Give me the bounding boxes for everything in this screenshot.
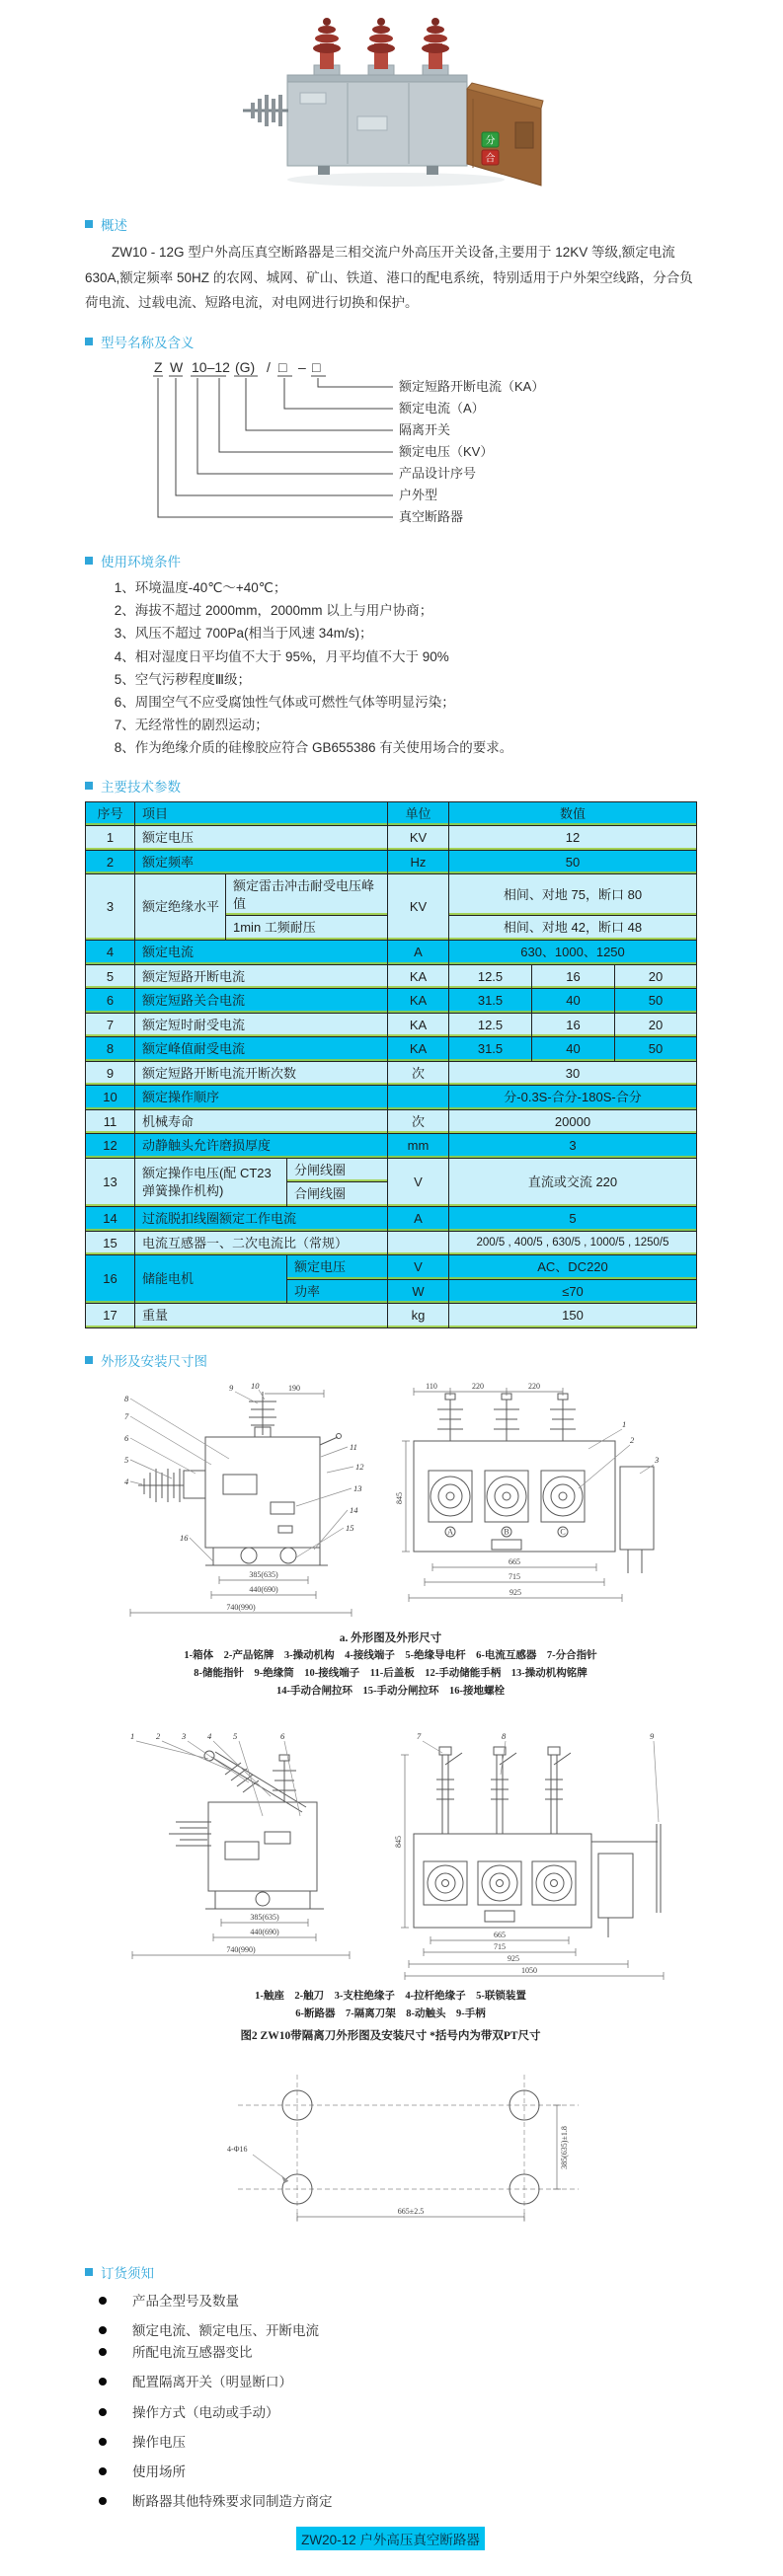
bullet-icon [99, 2408, 107, 2416]
section-title: 外形及安装尺寸图 [101, 1353, 207, 1369]
table-row [86, 1061, 697, 1086]
section-bullet-icon [85, 2268, 93, 2276]
section-title: 概述 [101, 218, 127, 233]
fig1-left-drawing [138, 1392, 342, 1565]
table-row [86, 850, 697, 874]
dim-label: 925 [509, 1587, 521, 1597]
cell-no: 4 [86, 940, 135, 964]
ordering-item-text: 操作电压 [132, 2434, 186, 2450]
cell-item: 额定电压 [135, 826, 388, 851]
cell-no: 12 [86, 1134, 135, 1159]
section-bullet-icon [85, 557, 93, 565]
dim-label: 220 [527, 1381, 540, 1391]
cell-value: 16 [532, 964, 615, 989]
callout-number: 14 [349, 1504, 357, 1515]
cell-unit: W [388, 1279, 449, 1304]
fig2-left-drawing [169, 1751, 324, 1909]
bullet-icon [99, 2438, 107, 2446]
cell-subitem: 1min 工频耐压 [226, 916, 388, 941]
cell-value: 16 [532, 1013, 615, 1037]
bullet-icon [99, 2326, 107, 2334]
dim-label: 925 [507, 1953, 519, 1963]
cell-item: 额定操作顺序 [135, 1086, 388, 1110]
callout-number: 2 [155, 1730, 160, 1741]
table-header-row [86, 801, 697, 826]
fig1-right-callouts [622, 1419, 659, 1465]
ordering-item-text: 断路器其他特殊要求同制造方商定 [132, 2494, 333, 2510]
section-title: 主要技术参数 [101, 779, 181, 795]
cell-unit: KA [388, 1013, 449, 1037]
callout-number: 6 [279, 1730, 284, 1741]
model-connector-lines [158, 378, 393, 517]
fig2-left-dimensions [132, 1913, 350, 1959]
cell-item: 电流互感器一、二次电流比（常规） [135, 1231, 388, 1255]
cell-unit: KA [388, 1037, 449, 1062]
table-row [86, 1086, 697, 1110]
cell-value: 5 [449, 1206, 697, 1231]
fig2-left-callouts [130, 1731, 285, 1741]
cell-unit: A [388, 940, 449, 964]
ordering-item [99, 2373, 696, 2392]
cell-value: 40 [532, 989, 615, 1014]
section-parameters [85, 776, 696, 796]
figure-mounting-holes-image [184, 2061, 598, 2236]
table-row [86, 1013, 697, 1037]
dim-label: 385(635) [249, 1912, 279, 1922]
model-token: – [298, 358, 306, 375]
fig3-holes [282, 2090, 539, 2204]
table-row [86, 1255, 697, 1280]
callout-number: 13 [352, 1482, 361, 1493]
photo-breaker-body [243, 18, 543, 187]
cell-no: 7 [86, 1013, 135, 1037]
figure2-caption: 图2 ZW10带隔离刀外形图及安装尺寸 *括号内为带双PT尺寸 [240, 2029, 541, 2042]
cell-value: 200/5 , 400/5 , 630/5 , 1000/5 , 1250/5 [449, 1231, 697, 1255]
cell-value: ≤70 [449, 1279, 697, 1304]
callout-number: 3 [181, 1730, 186, 1741]
cell-no: 16 [86, 1255, 135, 1304]
product-photo [85, 6, 696, 198]
model-label: 户外型 [399, 487, 438, 502]
cell-value: 31.5 [449, 989, 532, 1014]
dim-label: 220 [471, 1381, 484, 1391]
callout-number: 15 [345, 1522, 353, 1533]
cell-value: 12.5 [449, 1013, 532, 1037]
cell-value: AC、DC220 [449, 1255, 697, 1280]
table-row [86, 1206, 697, 1231]
bullet-icon [99, 2378, 107, 2386]
callout-number: 3 [654, 1454, 659, 1465]
figure2-legend-line: 6-断路器 7-隔离刀架 8-动触头 9-手柄 [295, 2008, 486, 2020]
callout-number: 6 [123, 1432, 128, 1443]
cell-value: 相间、对地 42，断口 48 [449, 916, 697, 941]
callout-number: 16 [179, 1532, 188, 1543]
cell-item: 额定短路关合电流 [135, 989, 388, 1014]
cell-subitem: 分闸线圈 [287, 1158, 388, 1182]
cell-unit: V [388, 1255, 449, 1280]
cell-subitem: 功率 [287, 1279, 388, 1304]
table-row [86, 940, 697, 964]
table-row [86, 1134, 697, 1159]
dim-label: 385(635) [248, 1569, 278, 1579]
cell-unit: A [388, 1206, 449, 1231]
dim-label: 1050 [520, 1965, 537, 1975]
cell-item: 额定绝缘水平 [135, 874, 226, 941]
ordering-item [99, 2462, 696, 2482]
ordering-item-text: 配置隔离开关（明显断口） [132, 2375, 292, 2390]
dim-label: 665 [508, 1556, 520, 1566]
cell-value: 630、1000、1250 [449, 940, 697, 964]
table-row [86, 1109, 697, 1134]
cell-unit: KA [388, 964, 449, 989]
callout-number: 1 [129, 1730, 134, 1741]
cell-value: 50 [615, 989, 697, 1014]
ordering-item [99, 2492, 696, 2512]
bullet-icon [99, 2348, 107, 2356]
callout-number: 7 [123, 1410, 128, 1421]
cell-no: 11 [86, 1109, 135, 1134]
photo-open-indicator: 分 [485, 135, 495, 147]
section-ordering [85, 2262, 696, 2282]
col-header-item: 项目 [135, 801, 388, 826]
bullet-icon [99, 2467, 107, 2475]
fig2-right-callout-leaders [423, 1741, 659, 1822]
cell-no: 10 [86, 1086, 135, 1110]
cell-item: 过流脱扣线圈额定工作电流 [135, 1206, 388, 1231]
cell-value: 150 [449, 1304, 697, 1328]
env-condition: 6、周围空气不应受腐蚀性气体或可燃性气体等明显污染； [114, 695, 455, 711]
cell-unit: Hz [388, 850, 449, 874]
cell-no: 1 [86, 826, 135, 851]
cell-unit: KV [388, 826, 449, 851]
ordering-item-text: 使用场所 [132, 2464, 186, 2480]
figure-disconnector-image [115, 1725, 667, 1984]
dim-label: 440(690) [249, 1927, 279, 1936]
cell-value: 直流或交流 220 [449, 1158, 697, 1206]
callout-number: 2 [629, 1434, 634, 1445]
callout-number: 12 [354, 1461, 363, 1472]
ordering-item [99, 2403, 696, 2423]
model-designation-diagram [85, 357, 696, 535]
section-bullet-icon [85, 220, 93, 228]
env-condition: 7、无经常性的剧烈运动； [114, 718, 269, 733]
fig1-right-callout-leaders [579, 1429, 654, 1488]
figure-outline-image [115, 1380, 667, 1627]
table-row [86, 874, 697, 916]
fig2-left-callout-leaders [136, 1741, 300, 1816]
cell-value: 40 [532, 1037, 615, 1062]
dim-label: 190 [287, 1383, 300, 1393]
section-bullet-icon [85, 338, 93, 345]
figure1-legend-line: 8-储能指针 9-绝缘筒 10-接线端子 11-后盖板 12-手动储能手柄 13-操动机构铭牌 [194, 1668, 587, 1680]
cell-subitem: 合闸线圈 [287, 1182, 388, 1207]
bullet-icon [99, 2497, 107, 2505]
figure1-caption: a. 外形图及外形尺寸 [339, 1631, 442, 1644]
cell-unit: mm [388, 1134, 449, 1159]
model-label: 真空断路器 [399, 508, 464, 524]
table-row [86, 1037, 697, 1062]
section-bullet-icon [85, 782, 93, 790]
product-photo-image [233, 6, 549, 198]
ordering-item-text: 操作方式（电动或手动） [132, 2404, 279, 2420]
cell-subitem: 额定雷击冲击耐受电压峰值 [226, 874, 388, 916]
cell-item: 储能电机 [135, 1255, 287, 1304]
fig1-left-callouts [124, 1381, 364, 1543]
cell-value: 3 [449, 1134, 697, 1159]
table-row [86, 1231, 697, 1255]
env-condition: 8、作为绝缘介质的硅橡胶应符合 GB655386 有关使用场合的要求。 [114, 740, 513, 756]
col-header-no: 序号 [86, 801, 135, 826]
cell-unit: kg [388, 1304, 449, 1328]
ordering-item-text: 所配电流互感器变比 [132, 2345, 253, 2361]
model-labels [399, 379, 544, 524]
fig2-right-callouts [417, 1731, 655, 1741]
model-token: Z [154, 358, 163, 375]
dim-label: 715 [493, 1941, 506, 1951]
env-condition: 5、空气污秽程度Ⅲ级； [114, 671, 252, 687]
dim-label: 845 [393, 1835, 403, 1848]
figure-outline [85, 1380, 696, 1702]
model-label: 额定短路开断电流（KA） [399, 378, 545, 394]
table-row [86, 989, 697, 1014]
ordering-item [99, 2292, 696, 2311]
section-title: 型号名称及含义 [101, 335, 195, 350]
phase-label: C [559, 1527, 566, 1537]
cell-unit: V [388, 1158, 449, 1206]
figure-disconnector [85, 1725, 696, 2043]
cell-item: 额定短路开断电流开断次数 [135, 1061, 388, 1086]
fig2-right-dimensions [394, 1755, 664, 1980]
cell-value: 30 [449, 1061, 697, 1086]
overview-paragraph: ZW10 - 12G 型户外高压真空断路器是三相交流户外高压开关设备,主要用于 12KV 等级,额定电流 630A,额定频率 50HZ 的农网、城网、矿山、铁道、港口的配电系统，特别适用于户外架空线路，分合负荷电流、过载电流、短路电流，对电网进行切换和保护。 [85, 245, 693, 311]
env-condition: 1、环境温度-40℃～+40℃； [114, 579, 287, 595]
figure2-legend-line: 1-触座 2-触刀 3-支柱绝缘子 4-拉杆绝缘子 5-联锁装置 [255, 1990, 526, 2002]
section-model [85, 332, 696, 351]
fig1-right-phase-labels [447, 1527, 566, 1536]
cell-value: 20 [615, 964, 697, 989]
col-header-value: 数值 [449, 801, 697, 826]
cell-unit [388, 1086, 449, 1110]
dim-label: 440(690) [248, 1584, 278, 1594]
cell-no: 17 [86, 1304, 135, 1328]
cell-item: 重量 [135, 1304, 388, 1328]
callout-number: 5 [232, 1730, 237, 1741]
ordering-item [99, 2433, 696, 2453]
callout-number: 7 [416, 1730, 421, 1741]
cell-item: 动静触头允许磨损厚度 [135, 1134, 388, 1159]
model-label: 隔离开关 [399, 421, 451, 437]
cell-value: 50 [615, 1037, 697, 1062]
cell-item: 机械寿命 [135, 1109, 388, 1134]
cell-item: 额定短路开断电流 [135, 964, 388, 989]
callout-number: 9 [228, 1382, 233, 1393]
cell-no: 13 [86, 1158, 135, 1206]
cell-value: 31.5 [449, 1037, 532, 1062]
fig2-right-drawing [414, 1747, 661, 1937]
callout-number: 9 [649, 1730, 654, 1741]
cell-value: 相间、对地 75，断口 80 [449, 874, 697, 916]
cell-unit [388, 1231, 449, 1255]
callout-number: 11 [349, 1441, 357, 1452]
model-label: 额定电压（KV） [399, 443, 494, 459]
cell-item: 额定峰值耐受电流 [135, 1037, 388, 1062]
dim-label: 740(990) [225, 1944, 256, 1954]
dim-label: 385(635)±1.8 [559, 2125, 569, 2169]
env-condition: 4、相对湿度日平均值不大于 95%，月平均值不大于 90% [114, 648, 449, 664]
callout-number: 8 [123, 1393, 128, 1403]
cell-unit: 次 [388, 1061, 449, 1086]
callout-number: 4 [123, 1476, 128, 1486]
model-token: □ [312, 358, 321, 375]
callout-number: 10 [250, 1380, 259, 1391]
callout-number: 8 [501, 1730, 506, 1741]
cell-item: 额定频率 [135, 850, 388, 874]
ordering-item [99, 2343, 696, 2363]
env-condition: 2、海拔不超过 2000mm，2000mm 以上与用户协商； [114, 603, 433, 619]
bullet-icon [99, 2297, 107, 2305]
model-token: (G) [235, 358, 256, 375]
dim-label: 110 [425, 1381, 437, 1391]
dim-label: 715 [508, 1571, 520, 1581]
section-title: 使用环境条件 [101, 554, 181, 569]
cell-unit: 次 [388, 1109, 449, 1134]
ordering-item-text: 产品全型号及数量 [132, 2293, 239, 2309]
dim-label: 740(990) [225, 1602, 256, 1612]
cell-no: 3 [86, 874, 135, 941]
hole-label: 4-Φ16 [226, 2144, 248, 2154]
cell-item: 额定操作电压(配 CT23 弹簧操作机构) [135, 1158, 287, 1206]
phase-label: A [446, 1527, 453, 1537]
section-bullet-icon [85, 1356, 93, 1364]
cell-unit: KA [388, 989, 449, 1014]
cell-item: 额定电流 [135, 940, 388, 964]
dim-label: 665±2.5 [397, 2206, 424, 2216]
cell-item: 额定短时耐受电流 [135, 1013, 388, 1037]
env-condition: 3、风压不超过 700Pa(相当于风速 34m/s)； [114, 626, 373, 642]
model-token: 10–12 [192, 358, 230, 375]
model-label: 额定电流（A） [399, 400, 485, 416]
cell-value: 20000 [449, 1109, 697, 1134]
section-environment [85, 551, 696, 570]
section-title: 订货须知 [101, 2265, 154, 2281]
section-dimensions [85, 1350, 696, 1370]
cell-value: 50 [449, 850, 697, 874]
figure1-legend-line: 14-手动合闸拉环 15-手动分闸拉环 16-接地螺栓 [276, 1686, 505, 1698]
cell-no: 5 [86, 964, 135, 989]
phase-label: B [503, 1527, 509, 1537]
model-token: / [267, 358, 271, 375]
fig3-centerlines [238, 2075, 579, 2225]
section-overview [85, 214, 696, 234]
cell-no: 6 [86, 989, 135, 1014]
fig1-right-drawing [414, 1394, 654, 1573]
figure-mounting-holes [85, 2061, 696, 2236]
model-token: □ [278, 358, 287, 375]
parameters-table [85, 801, 697, 1328]
table-row [86, 826, 697, 851]
col-header-unit: 单位 [388, 801, 449, 826]
callout-number: 4 [206, 1730, 211, 1741]
dim-label: 845 [394, 1491, 404, 1504]
table-row [86, 964, 697, 989]
fig3-hole-leader [253, 2155, 288, 2183]
dim-label: 665 [493, 1930, 506, 1939]
cell-no: 9 [86, 1061, 135, 1086]
callout-number: 5 [123, 1454, 128, 1465]
cell-unit: KV [388, 874, 449, 941]
model-token: W [170, 358, 184, 375]
cell-no: 2 [86, 850, 135, 874]
cell-no: 14 [86, 1206, 135, 1231]
table-row [86, 1158, 697, 1182]
model-label: 产品设计序号 [399, 465, 477, 481]
cell-no: 15 [86, 1231, 135, 1255]
cell-value: 20 [615, 1013, 697, 1037]
ordering-item-text: 额定电流、额定电压、开断电流 [132, 2322, 319, 2338]
photo-close-indicator: 合 [485, 153, 495, 165]
cell-value: 12 [449, 826, 697, 851]
model-code [153, 359, 326, 376]
cell-value: 12.5 [449, 964, 532, 989]
callout-number: 1 [621, 1418, 626, 1429]
ordering-item [99, 2321, 696, 2341]
cell-no: 8 [86, 1037, 135, 1062]
model-diagram-image [85, 357, 638, 535]
figure1-legend-line: 1-箱体 2-产品铭牌 3-操动机构 4-接线端子 5-绝缘导电杆 6-电流互感器 7-分合指针 [184, 1649, 597, 1661]
cell-value: 分-0.3S-合分-180S-合分 [449, 1086, 697, 1110]
table-row [86, 1304, 697, 1328]
cell-subitem: 额定电压 [287, 1255, 388, 1280]
footer-caption: ZW20-12 户外高压真空断路器 [296, 2527, 485, 2550]
